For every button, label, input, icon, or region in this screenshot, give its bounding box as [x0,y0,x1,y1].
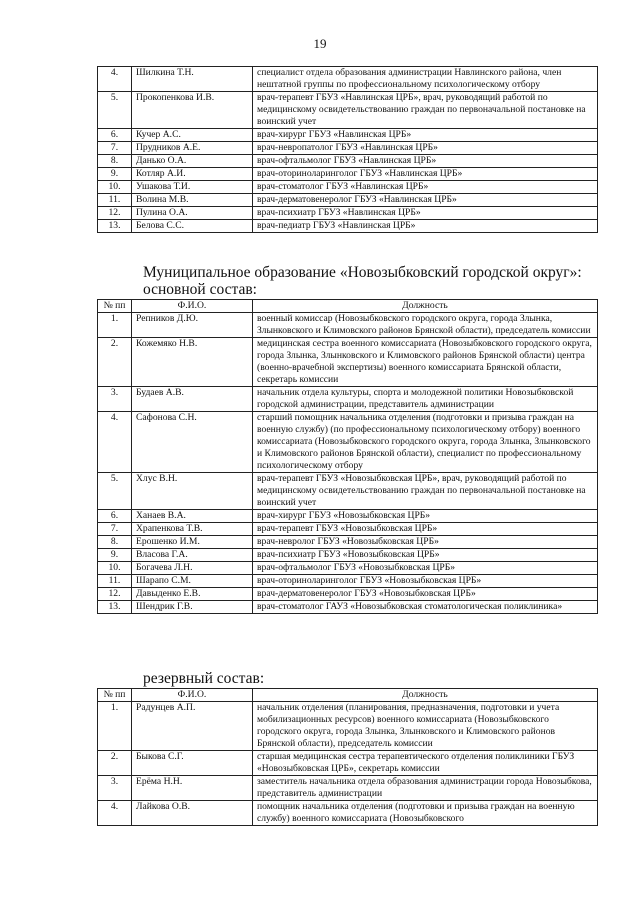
row-position: медицинская сестра военного комиссариата (Новозыбковского городского округа, города Злынка, Злынковского и Климовского районов Брянской области) центра (военно-врачебной экспертизы) военного комиссариата Брянской области, секретарь комиссии [253,338,598,387]
table-row [98,776,598,801]
row-position: начальник отделения (планирования, предназначения, подготовки и учета мобилизационных ресурсов) военного комиссариата (Новозыбковского городского округа, города Злынка, Злынковского и Климовского районов Брянской области), председатель комиссии [253,702,598,751]
table-row [98,207,598,220]
row-name: Шарапо С.М. [132,575,253,588]
row-name: Ерёма Н.Н. [132,776,253,801]
table-main-composition [97,299,598,614]
header-name: Ф.И.О. [132,689,253,702]
row-position: заместитель начальника отдела образования администрации города Новозыбкова, представитель администрации [253,776,598,801]
row-position: старшая медицинская сестра терапевтического отделения поликлиники ГБУЗ «Новозыбковская ЦРБ», секретарь комиссии [253,751,598,776]
table-row [98,575,598,588]
row-number: 11. [98,194,132,207]
row-number: 3. [98,776,132,801]
row-name: Шендрик Г.В. [132,601,253,614]
table-header-row [98,300,598,313]
row-position: врач-офтальмолог ГБУЗ «Новозыбковская ЦРБ» [253,562,598,575]
row-position: врач-оториноларинголог ГБУЗ «Новозыбковская ЦРБ» [253,575,598,588]
row-number: 2. [98,751,132,776]
row-name: Храпенкова Т.В. [132,523,253,536]
table-row [98,473,598,510]
row-number: 13. [98,601,132,614]
row-name: Прудников А.Е. [132,142,253,155]
row-position: врач-дерматовенеролог ГБУЗ «Навлинская ЦРБ» [253,194,598,207]
table-row [98,510,598,523]
row-number: 3. [98,387,132,412]
section-heading-reserve: резервный состав: [143,670,265,687]
row-name: Быкова С.Г. [132,751,253,776]
table-row [98,412,598,473]
row-position: врач-психиатр ГБУЗ «Навлинская ЦРБ» [253,207,598,220]
row-position: старший помощник начальника отделения (подготовки и призыва граждан на военную службу) (по профессиональному психологическому отбору) военного комиссариата (Новозыбковского городского округа, города Злынка, Злынковского и Климовского районов Брянской области), специалист по профессиональному психологическому отбору [253,412,598,473]
table-reserve-composition [97,688,598,826]
row-name: Прокопенкова И.В. [132,92,253,129]
table-row [98,181,598,194]
row-number: 7. [98,142,132,155]
row-position: военный комиссар (Новозыбковского городского округа, города Злынка, Злынковского и Климовского районов Брянской области), председатель комиссии [253,313,598,338]
header-num: № пп [98,300,132,313]
row-position: врач-невролог ГБУЗ «Новозыбковская ЦРБ» [253,536,598,549]
table-row [98,801,598,826]
row-position: начальник отдела культуры, спорта и молодежной политики Новозыбковской городской администрации, представитель администрации [253,387,598,412]
table-navlinsky-continued [97,66,598,233]
table-row [98,702,598,751]
table-row [98,338,598,387]
table-row [98,168,598,181]
row-name: Ерошенко И.М. [132,536,253,549]
row-name: Лайкова О.В. [132,801,253,826]
row-number: 9. [98,168,132,181]
row-position: врач-стоматолог ГБУЗ «Навлинская ЦРБ» [253,181,598,194]
row-number: 9. [98,549,132,562]
section-heading-main: Муниципальное образование «Новозыбковский городской округ»: основной состав: [143,264,582,298]
row-position: врач-дерматовенеролог ГБУЗ «Новозыбковская ЦРБ» [253,588,598,601]
row-number: 4. [98,67,132,92]
row-number: 4. [98,412,132,473]
table-row [98,142,598,155]
table-row [98,155,598,168]
table-header-row [98,689,598,702]
row-number: 6. [98,129,132,142]
row-number: 1. [98,313,132,338]
table-row [98,313,598,338]
table-row [98,536,598,549]
table-row [98,601,598,614]
row-number: 10. [98,181,132,194]
table-row [98,588,598,601]
header-position: Должность [253,300,598,313]
row-name: Белова С.С. [132,220,253,233]
row-name: Власова Г.А. [132,549,253,562]
header-num: № пп [98,689,132,702]
row-name: Кучер А.С. [132,129,253,142]
row-position: врач-терапевт ГБУЗ «Новозыбковская ЦРБ», врач, руководящий работой по медицинскому освидетельствованию граждан по первоначальной постановке на воинский учет [253,473,598,510]
row-number: 13. [98,220,132,233]
row-position: врач-педиатр ГБУЗ «Навлинская ЦРБ» [253,220,598,233]
row-name: Ушакова Т.И. [132,181,253,194]
table-row [98,523,598,536]
row-number: 12. [98,207,132,220]
header-name: Ф.И.О. [132,300,253,313]
table-row [98,67,598,92]
row-number: 12. [98,588,132,601]
row-number: 5. [98,92,132,129]
header-position: Должность [253,689,598,702]
row-name: Данько О.А. [132,155,253,168]
table-row [98,751,598,776]
table-row [98,562,598,575]
row-position: врач-стоматолог ГАУЗ «Новозыбковская стоматологическая поликлиника» [253,601,598,614]
row-name: Репников Д.Ю. [132,313,253,338]
row-position: врач-хирург ГБУЗ «Навлинская ЦРБ» [253,129,598,142]
row-name: Сафонова С.Н. [132,412,253,473]
row-number: 11. [98,575,132,588]
row-position: врач-терапевт ГБУЗ «Новозыбковская ЦРБ» [253,523,598,536]
table-row [98,129,598,142]
row-position: врач-терапевт ГБУЗ «Навлинская ЦРБ», врач, руководящий работой по медицинскому освидетельствованию граждан по первоначальной постановке на воинский учет [253,92,598,129]
row-number: 6. [98,510,132,523]
row-number: 4. [98,801,132,826]
row-position: врач-невропатолог ГБУЗ «Навлинская ЦРБ» [253,142,598,155]
row-name: Волина М.В. [132,194,253,207]
row-number: 8. [98,155,132,168]
table-row [98,387,598,412]
row-name: Радунцев А.П. [132,702,253,751]
row-name: Хлус В.Н. [132,473,253,510]
row-number: 2. [98,338,132,387]
row-number: 5. [98,473,132,510]
row-name: Богачева Л.Н. [132,562,253,575]
table-row [98,92,598,129]
row-name: Пулина О.А. [132,207,253,220]
row-name: Давыденко Е.В. [132,588,253,601]
row-number: 10. [98,562,132,575]
row-name: Ханаев В.А. [132,510,253,523]
row-position: врач-психиатр ГБУЗ «Новозыбковская ЦРБ» [253,549,598,562]
page-number: 19 [313,36,327,51]
row-name: Будаев А.В. [132,387,253,412]
row-number: 7. [98,523,132,536]
row-number: 1. [98,702,132,751]
row-position: врач-оториноларинголог ГБУЗ «Навлинская ЦРБ» [253,168,598,181]
table-row [98,220,598,233]
row-position: врач-офтальмолог ГБУЗ «Навлинская ЦРБ» [253,155,598,168]
row-position: врач-хирург ГБУЗ «Новозыбковская ЦРБ» [253,510,598,523]
table-row [98,194,598,207]
row-position: помощник начальника отделения (подготовки и призыва граждан на военную службу) военного комиссариата (Новозыбковского [253,801,598,826]
row-name: Шилкина Т.Н. [132,67,253,92]
row-name: Котляр А.И. [132,168,253,181]
row-name: Кожемяко Н.В. [132,338,253,387]
table-row [98,549,598,562]
row-position: специалист отдела образования администрации Навлинского района, член нештатной группы по профессиональному психологическому отбору [253,67,598,92]
row-number: 8. [98,536,132,549]
